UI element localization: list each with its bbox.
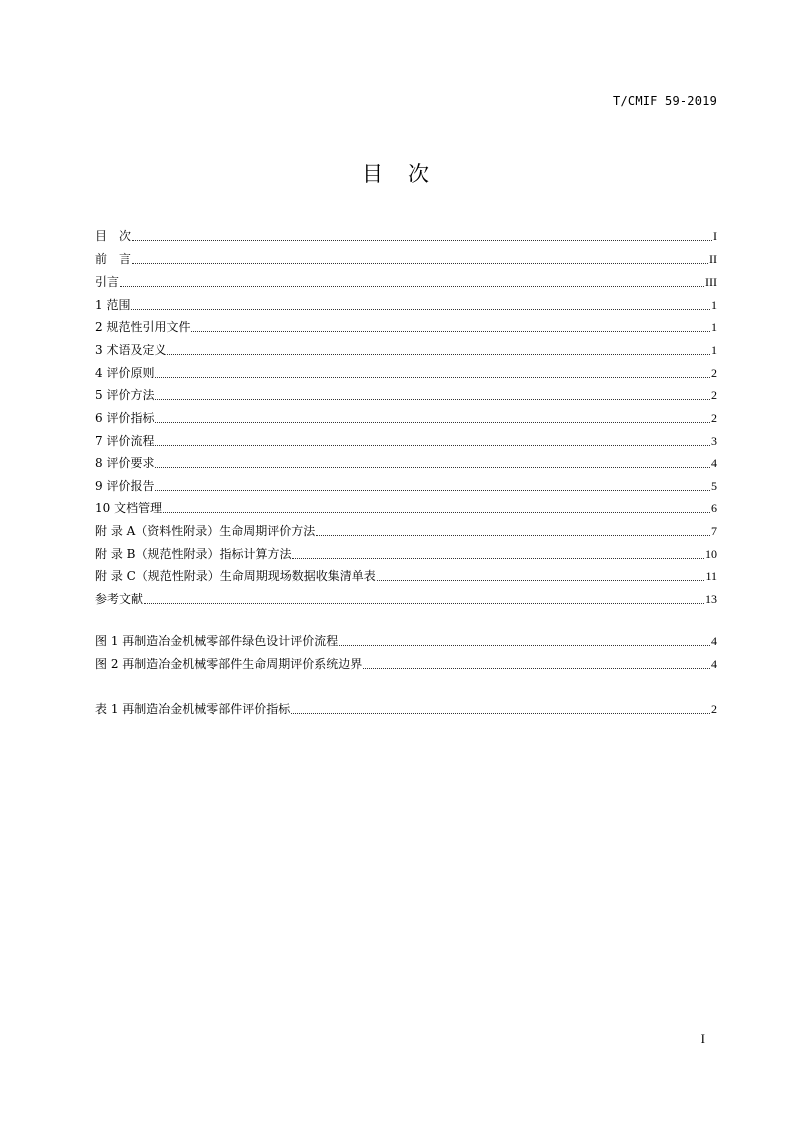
toc-entry[interactable] bbox=[95, 250, 717, 268]
toc-entry[interactable] bbox=[95, 273, 717, 291]
toc-leader bbox=[377, 579, 705, 581]
table-entry-page: 2 bbox=[711, 702, 717, 716]
toc-entry[interactable] bbox=[95, 522, 717, 540]
toc-entry-label: 引言 bbox=[95, 275, 120, 289]
figure-entry-label: 图 2 再制造冶金机械零部件生命周期评价系统边界 bbox=[95, 657, 363, 671]
toc-entry-page: 3 bbox=[711, 434, 717, 448]
toc-entry-label: 3 术语及定义 bbox=[95, 343, 167, 357]
toc-leader bbox=[155, 489, 710, 491]
toc-entry[interactable] bbox=[95, 364, 717, 382]
toc-entry-page: 2 bbox=[711, 411, 717, 425]
toc-entry-page: II bbox=[709, 252, 717, 266]
document-code: T/CMIF 59-2019 bbox=[613, 94, 717, 108]
figure-list-entry[interactable] bbox=[95, 655, 717, 673]
toc-leader bbox=[155, 466, 710, 468]
toc-entry[interactable] bbox=[95, 590, 717, 608]
table-list-entry[interactable] bbox=[95, 700, 717, 718]
toc-entry-page: 7 bbox=[711, 524, 717, 538]
toc-entry-label: 4 评价原则 bbox=[95, 366, 155, 380]
toc-entry-page: I bbox=[713, 229, 717, 243]
toc-entry-page: III bbox=[705, 275, 717, 289]
toc-leader bbox=[144, 602, 704, 604]
toc-leader bbox=[167, 353, 710, 355]
toc-entry-page: 6 bbox=[711, 501, 717, 515]
figure-list-entry[interactable] bbox=[95, 632, 717, 650]
toc-leader bbox=[155, 376, 710, 378]
toc-entry-page: 1 bbox=[711, 343, 717, 357]
toc-entry-label: 7 评价流程 bbox=[95, 434, 155, 448]
toc-entry-page: 2 bbox=[711, 366, 717, 380]
toc-entry-label: 附 录 B（规范性附录）指标计算方法 bbox=[95, 547, 292, 561]
figure-entry-label: 图 1 再制造冶金机械零部件绿色设计评价流程 bbox=[95, 634, 339, 648]
toc-entry-page: 4 bbox=[711, 456, 717, 470]
toc-leader bbox=[155, 444, 710, 446]
toc-leader bbox=[292, 557, 704, 559]
toc-entry-label: 附 录 A（资料性附录）生命周期评价方法 bbox=[95, 524, 316, 538]
toc-entry[interactable] bbox=[95, 567, 717, 585]
toc-entry-page: 11 bbox=[705, 569, 717, 583]
toc-leader bbox=[316, 534, 710, 536]
toc-leader bbox=[163, 511, 710, 513]
toc-leader bbox=[131, 308, 710, 310]
toc-entry-page: 13 bbox=[705, 592, 717, 606]
toc-entry[interactable] bbox=[95, 432, 717, 450]
toc-leader bbox=[363, 667, 710, 669]
toc-entry[interactable] bbox=[95, 318, 717, 336]
toc-entry[interactable] bbox=[95, 499, 717, 517]
toc-entry-label: 8 评价要求 bbox=[95, 456, 155, 470]
page-title: 目 次 bbox=[362, 162, 431, 186]
toc-leader bbox=[291, 712, 710, 714]
figure-entry-page: 4 bbox=[711, 657, 717, 671]
toc-entry[interactable] bbox=[95, 477, 717, 495]
toc-leader bbox=[155, 421, 710, 423]
toc-entry-page: 2 bbox=[711, 388, 717, 402]
toc-entry-label: 参考文献 bbox=[95, 592, 144, 606]
toc-entry-page: 1 bbox=[711, 320, 717, 334]
toc-entry-label: 前 言 bbox=[95, 252, 132, 266]
toc-entry-label: 1 范围 bbox=[95, 298, 131, 312]
toc-leader bbox=[132, 239, 712, 241]
table-entry-label: 表 1 再制造冶金机械零部件评价指标 bbox=[95, 702, 291, 716]
toc-entry[interactable] bbox=[95, 227, 717, 245]
toc-entry[interactable] bbox=[95, 386, 717, 404]
toc-entry-label: 2 规范性引用文件 bbox=[95, 320, 191, 334]
toc-entry[interactable] bbox=[95, 454, 717, 472]
toc-entry-label: 5 评价方法 bbox=[95, 388, 155, 402]
toc-entry-label: 附 录 C（规范性附录）生命周期现场数据收集清单表 bbox=[95, 569, 376, 583]
toc-entry-label: 9 评价报告 bbox=[95, 479, 155, 493]
toc-entry[interactable] bbox=[95, 545, 717, 563]
toc-entry-page: 1 bbox=[711, 298, 717, 312]
toc-entry-page: 5 bbox=[711, 479, 717, 493]
toc-entry-page: 10 bbox=[705, 547, 717, 561]
toc-leader bbox=[191, 330, 710, 332]
toc-leader bbox=[120, 285, 704, 287]
toc-entry-label: 目 次 bbox=[95, 229, 132, 243]
toc-leader bbox=[155, 398, 710, 400]
toc-leader bbox=[132, 262, 708, 264]
toc-entry[interactable] bbox=[95, 341, 717, 359]
toc-leader bbox=[339, 644, 710, 646]
toc-entry[interactable] bbox=[95, 296, 717, 314]
toc-entry-label: 6 评价指标 bbox=[95, 411, 155, 425]
toc-entry[interactable] bbox=[95, 409, 717, 427]
page-number: I bbox=[700, 1031, 705, 1046]
figure-entry-page: 4 bbox=[711, 634, 717, 648]
toc-entry-label: 10 文档管理 bbox=[95, 501, 163, 515]
